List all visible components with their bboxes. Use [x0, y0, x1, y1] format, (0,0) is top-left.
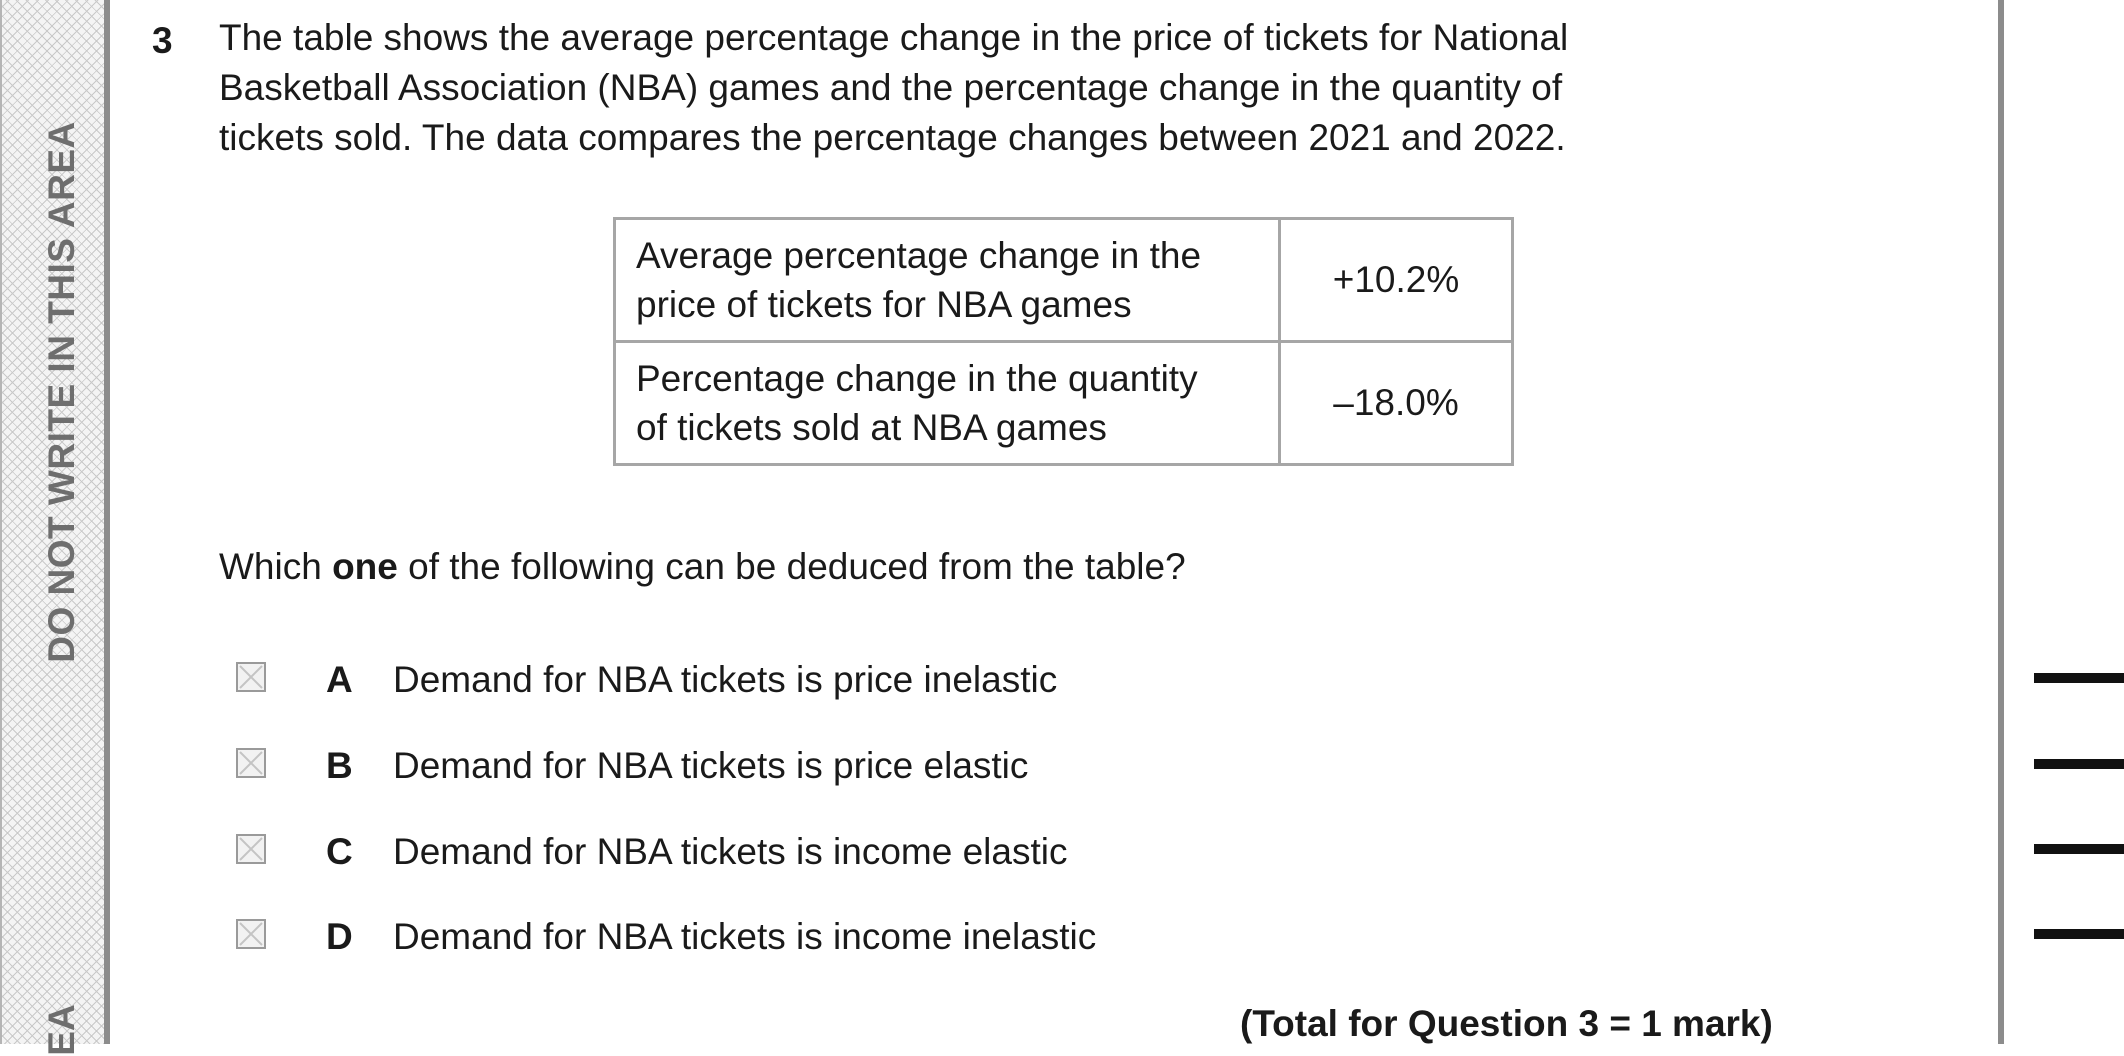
answer-option-d[interactable]: [230, 912, 1230, 962]
cross-box-icon: [238, 836, 264, 862]
prompt-text: Which: [219, 546, 333, 587]
table-label-line: Average percentage change in the: [636, 235, 1202, 276]
answer-option-b[interactable]: [230, 741, 1230, 791]
option-text: Demand for NBA tickets is price elastic: [393, 745, 1029, 786]
table-label-line: Percentage change in the quantity: [636, 358, 1198, 399]
right-page-border: [1998, 0, 2004, 1044]
data-table: [613, 217, 1514, 466]
prompt-emphasis: one: [332, 546, 398, 587]
answer-checkbox-a[interactable]: [236, 662, 266, 692]
table-value-cell: +10.2%: [1280, 219, 1513, 342]
option-letter: B: [326, 745, 353, 786]
table-label-cell: [615, 219, 1280, 342]
table-label-line: price of tickets for NBA games: [636, 284, 1132, 325]
question-total-marks: (Total for Question 3 = 1 mark): [1240, 1003, 1773, 1044]
table-row: [615, 342, 1513, 465]
table-value-cell: –18.0%: [1280, 342, 1513, 465]
answer-checkbox-c[interactable]: [236, 834, 266, 864]
table-label-line: of tickets sold at NBA games: [636, 407, 1107, 448]
margin-warning-text: DO NOT WRITE IN THIS AREA: [41, 121, 82, 663]
option-text: Demand for NBA tickets is price inelastic: [393, 659, 1058, 700]
question-stem-line: Basketball Association (NBA) games and the percentage change in the quantity of: [219, 67, 1563, 108]
cross-box-icon: [238, 921, 264, 947]
right-margin-tick: [2034, 759, 2124, 769]
question-stem: [219, 13, 1739, 163]
cross-box-icon: [238, 664, 264, 690]
question-prompt: [219, 542, 1186, 592]
cross-box-icon: [238, 750, 264, 776]
margin-warning-text-partial: EA: [41, 1004, 82, 1056]
question-stem-line: The table shows the average percentage change in the price of tickets for National: [219, 17, 1569, 58]
answer-option-a[interactable]: [230, 655, 1230, 705]
option-text: Demand for NBA tickets is income elastic: [393, 831, 1068, 872]
margin-edge: [0, 0, 2, 1044]
right-margin-tick: [2034, 844, 2124, 854]
question-number: 3: [152, 20, 173, 61]
answer-option-c[interactable]: [230, 827, 1230, 877]
answer-checkbox-b[interactable]: [236, 748, 266, 778]
table-row: [615, 219, 1513, 342]
table-label-cell: [615, 342, 1280, 465]
option-text: Demand for NBA tickets is income inelastic: [393, 916, 1097, 957]
right-margin-tick: [2034, 673, 2124, 683]
right-margin-tick: [2034, 929, 2124, 939]
option-letter: A: [326, 659, 353, 700]
prompt-text: of the following can be deduced from the table?: [397, 546, 1186, 587]
question-stem-line: tickets sold. The data compares the percentage changes between 2021 and 2022.: [219, 117, 1566, 158]
option-letter: C: [326, 831, 353, 872]
answer-checkbox-d[interactable]: [236, 919, 266, 949]
option-letter: D: [326, 916, 353, 957]
